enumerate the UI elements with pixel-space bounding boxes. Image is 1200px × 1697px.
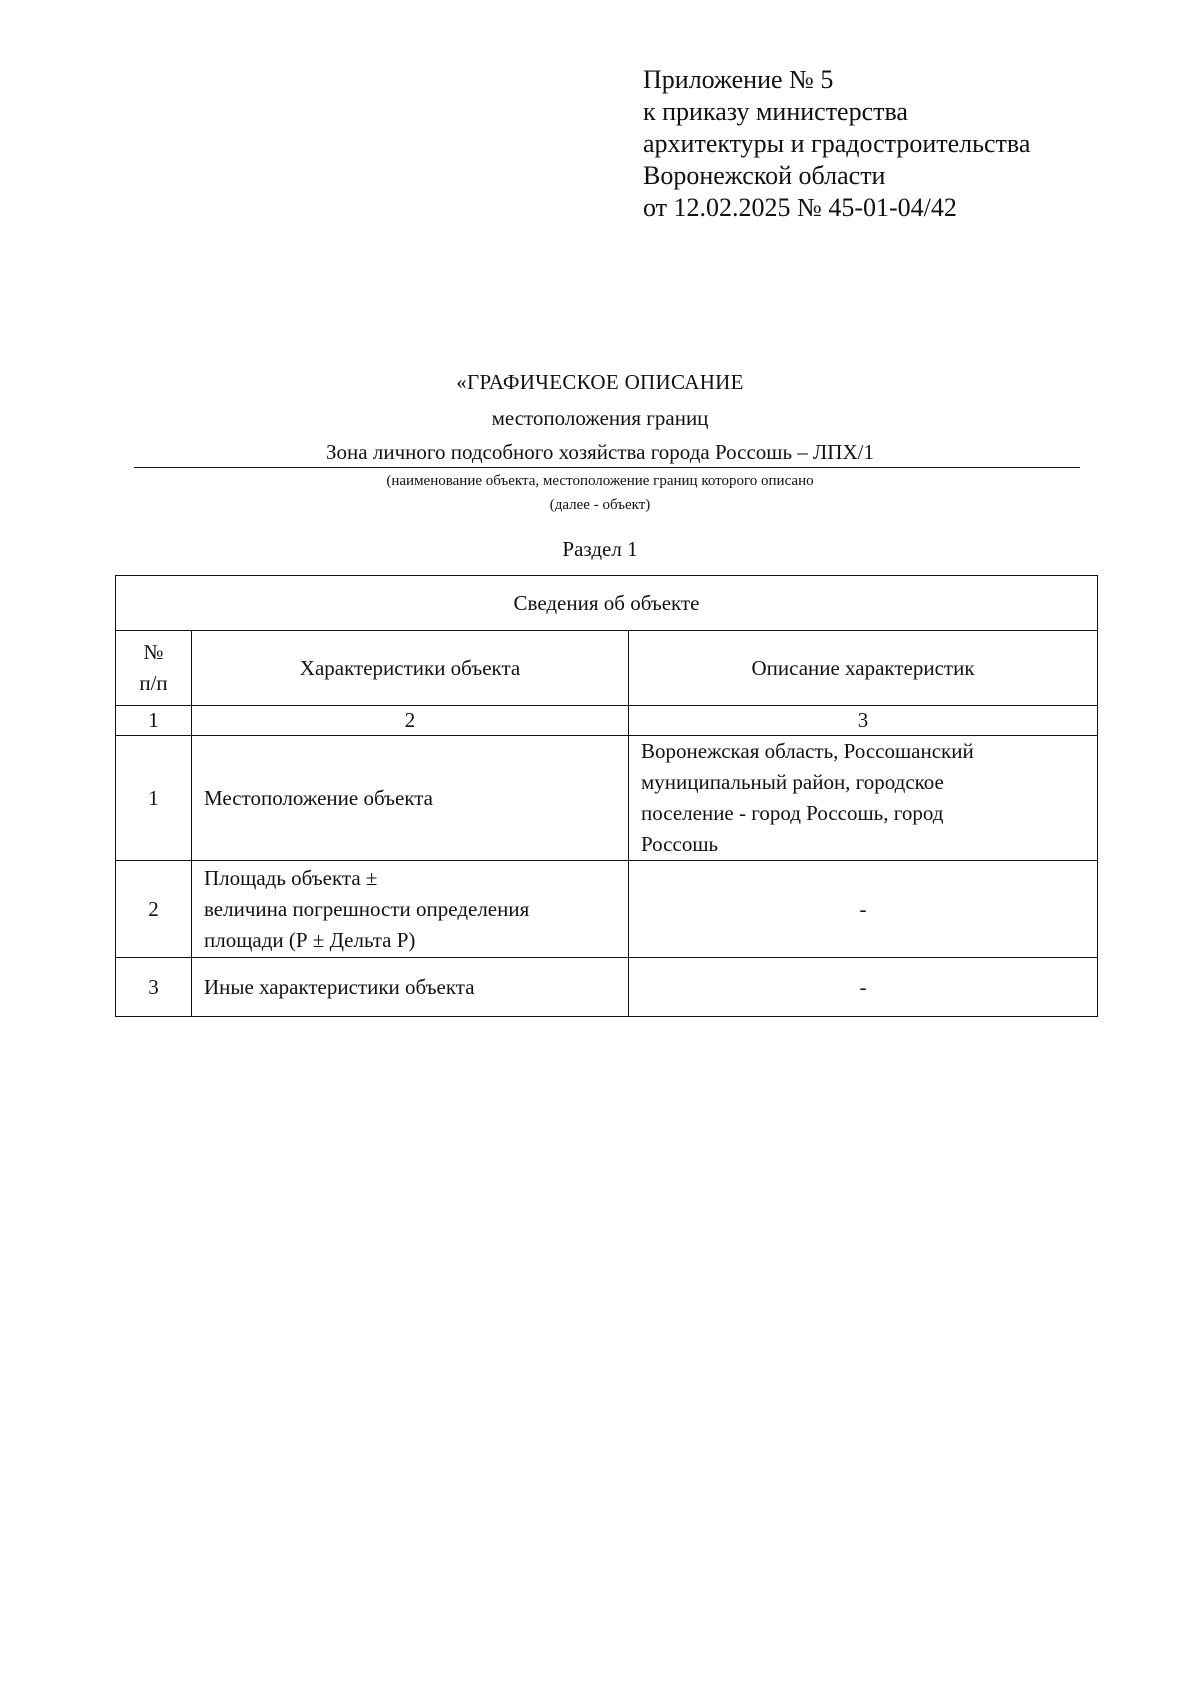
row-number: 2 xyxy=(116,861,192,958)
cell-line: площади (Р ± Дельта Р) xyxy=(204,927,416,952)
column-number: 1 xyxy=(116,706,192,736)
cell-line: Местоположение объекта xyxy=(204,785,434,810)
table-row xyxy=(116,736,1098,861)
cell-line: муниципальный район, городское xyxy=(641,770,944,794)
column-numbers-row xyxy=(116,706,1098,736)
table-title: Сведения об объекте xyxy=(116,576,1098,631)
object-name-underline xyxy=(134,467,1080,468)
document-subtitle: местоположения границ xyxy=(491,406,709,430)
column-header-description: Описание характеристик xyxy=(629,631,1098,706)
cell-line: Россошь xyxy=(641,832,719,856)
object-name: Зона личного подсобного хозяйства города Россошь – ЛПХ/1 xyxy=(326,440,874,464)
cell-line: Воронежская область, Россошанский xyxy=(641,739,974,763)
row-number: 1 xyxy=(116,736,192,861)
document-title: «ГРАФИЧЕСКОЕ ОПИСАНИЕ xyxy=(456,370,744,394)
row-description xyxy=(629,736,1098,861)
row-description: - xyxy=(629,958,1098,1017)
object-info-table xyxy=(115,575,1098,1017)
appendix-line: Воронежской области xyxy=(643,161,886,190)
object-name-caption-2: (далее - объект) xyxy=(549,497,651,513)
column-header-number-sign: № xyxy=(143,640,164,664)
cell-line: поселение - город Россошь, город xyxy=(641,801,944,825)
table-title-row xyxy=(116,576,1098,631)
table-row xyxy=(116,958,1098,1017)
row-number: 3 xyxy=(116,958,192,1017)
cell-line: величина погрешности определения xyxy=(204,896,530,921)
row-characteristic: Иные характеристики объекта xyxy=(192,958,629,1017)
row-description: - xyxy=(629,861,1098,958)
row-characteristic xyxy=(192,861,629,958)
appendix-line: от 12.02.2025 № 45-01-04/42 xyxy=(643,193,957,222)
column-header-characteristic: Характеристики объекта xyxy=(192,631,629,706)
table-header-row xyxy=(116,631,1098,706)
appendix-line: Приложение № 5 xyxy=(643,65,834,94)
column-header-number xyxy=(116,631,192,706)
column-number: 3 xyxy=(629,706,1098,736)
table-row xyxy=(116,861,1098,958)
cell-line: Площадь объекта ± xyxy=(204,865,378,890)
appendix-block xyxy=(643,64,1030,224)
appendix-line: к приказу министерства xyxy=(643,97,908,126)
column-header-number-abbr: п/п xyxy=(139,671,168,695)
section-heading: Раздел 1 xyxy=(562,537,638,561)
object-name-caption: (наименование объекта, местоположение границ которого описано xyxy=(386,473,814,489)
appendix-line: архитектуры и градостроительства xyxy=(643,129,1031,158)
row-characteristic xyxy=(192,736,629,861)
column-number: 2 xyxy=(192,706,629,736)
